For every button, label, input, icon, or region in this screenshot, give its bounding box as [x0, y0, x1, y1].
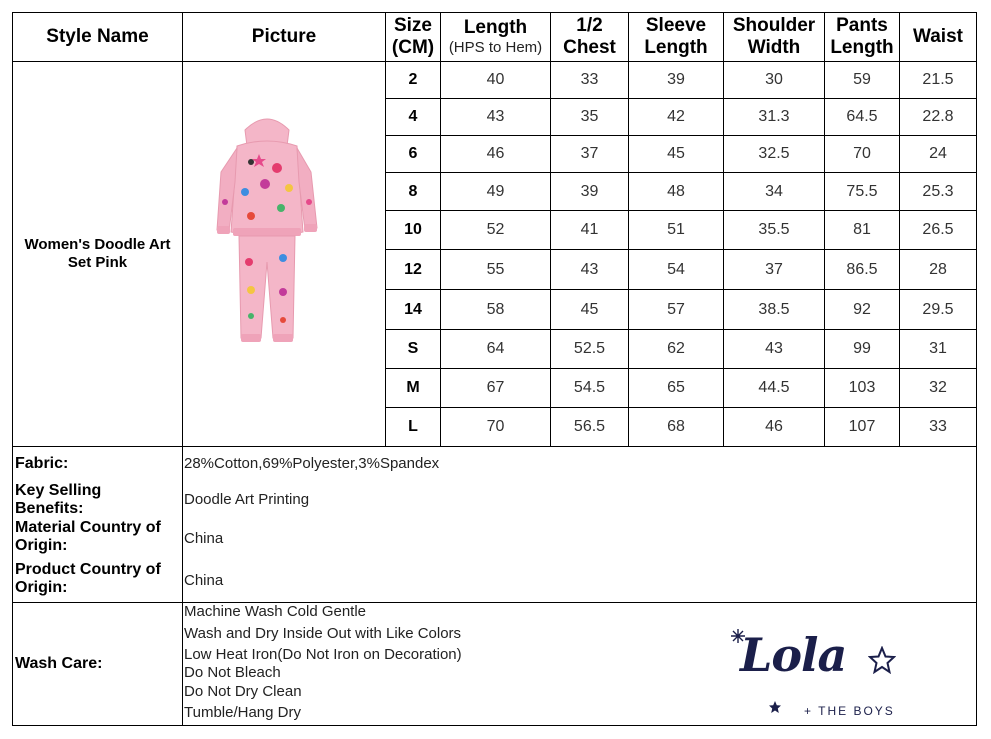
style-name-line2: Set Pink [67, 254, 128, 271]
key-selling-value: Doodle Art Printing [184, 491, 310, 508]
header-sleeve-line1: Sleeve [645, 15, 707, 36]
product-origin-value: China [184, 572, 224, 589]
header-size [385, 12, 441, 62]
header-size-line2: (CM) [391, 37, 435, 58]
wash-care-label: Wash Care: [15, 655, 103, 672]
key-selling-label-line1: Key Selling [15, 482, 102, 499]
sleeve-cell: 65 [628, 368, 724, 408]
chest-cell: 39 [550, 172, 629, 211]
sleeve-cell: 51 [628, 210, 724, 250]
chest-cell: 37 [550, 135, 629, 173]
waist-cell: 25.3 [899, 172, 977, 211]
length-cell: 55 [440, 249, 551, 290]
header-waist [899, 12, 977, 62]
size-cell: 4 [385, 98, 441, 136]
brand-logo [730, 624, 900, 716]
material-origin-label [15, 519, 161, 555]
product-origin-label-line1: Product Country of [15, 561, 161, 578]
header-style-name [12, 12, 183, 62]
size-cell: 2 [385, 61, 441, 99]
pants-cell: 103 [824, 368, 900, 408]
shoulder-cell: 43 [723, 329, 825, 369]
header-shoulder-line2: Width [747, 37, 801, 58]
length-cell: 40 [440, 61, 551, 99]
pants-cell: 99 [824, 329, 900, 369]
chest-cell: 45 [550, 289, 629, 330]
material-origin-value: China [184, 530, 224, 547]
length-cell: 64 [440, 329, 551, 369]
chest-cell: 33 [550, 61, 629, 99]
size-cell: 12 [385, 249, 441, 290]
header-sleeve [628, 12, 724, 62]
shoulder-cell: 46 [723, 407, 825, 447]
length-cell: 49 [440, 172, 551, 211]
pants-cell: 59 [824, 61, 900, 99]
chest-cell: 54.5 [550, 368, 629, 408]
header-size-line1: Size [393, 15, 433, 36]
sleeve-cell: 57 [628, 289, 724, 330]
chest-cell: 43 [550, 249, 629, 290]
shoulder-cell: 31.3 [723, 98, 825, 136]
size-cell: 14 [385, 289, 441, 330]
pink-hoodie-and-joggers-product-photo [207, 112, 327, 352]
header-sleeve-line2: Length [644, 37, 708, 58]
length-cell: 70 [440, 407, 551, 447]
style-name-cell [12, 61, 183, 447]
header-picture [182, 12, 386, 62]
shoulder-cell: 35.5 [723, 210, 825, 250]
picture-cell [182, 61, 386, 447]
waist-cell: 22.8 [899, 98, 977, 136]
header-length-subtext: (HPS to Hem) [448, 39, 543, 56]
pants-cell: 92 [824, 289, 900, 330]
chest-cell: 56.5 [550, 407, 629, 447]
sleeve-cell: 68 [628, 407, 724, 447]
header-chest [550, 12, 629, 62]
shoulder-cell: 38.5 [723, 289, 825, 330]
header-length-text: Length [463, 17, 528, 38]
product-origin-label [15, 561, 161, 597]
chest-cell: 41 [550, 210, 629, 250]
size-cell: 10 [385, 210, 441, 250]
length-cell: 58 [440, 289, 551, 330]
size-cell: L [385, 407, 441, 447]
wash-line: Wash and Dry Inside Out with Like Colors [184, 625, 462, 642]
header-picture-text: Picture [251, 26, 317, 47]
shoulder-cell: 37 [723, 249, 825, 290]
header-style-name-text: Style Name [46, 26, 149, 47]
length-cell: 43 [440, 98, 551, 136]
sleeve-cell: 45 [628, 135, 724, 173]
waist-cell: 24 [899, 135, 977, 173]
size-chart-sheet [12, 12, 977, 726]
pants-cell: 81 [824, 210, 900, 250]
shoulder-cell: 44.5 [723, 368, 825, 408]
material-origin-label-line1: Material Country of [15, 519, 161, 536]
header-length [440, 12, 551, 62]
key-selling-label-line2: Benefits: [15, 500, 84, 517]
waist-cell: 32 [899, 368, 977, 408]
star-outline-icon [868, 646, 896, 674]
pants-cell: 70 [824, 135, 900, 173]
shoulder-cell: 30 [723, 61, 825, 99]
header-shoulder [723, 12, 825, 62]
fabric-value: 28%Cotton,69%Polyester,3%Spandex [184, 455, 440, 472]
brand-logo-tagline: + THE BOYS [804, 704, 895, 718]
length-cell: 52 [440, 210, 551, 250]
material-origin-label-line2: Origin: [15, 537, 68, 554]
sleeve-cell: 39 [628, 61, 724, 99]
waist-cell: 29.5 [899, 289, 977, 330]
size-cell: S [385, 329, 441, 369]
shoulder-cell: 32.5 [723, 135, 825, 173]
pants-cell: 107 [824, 407, 900, 447]
sleeve-cell: 54 [628, 249, 724, 290]
waist-cell: 28 [899, 249, 977, 290]
sleeve-cell: 48 [628, 172, 724, 211]
size-cell: 6 [385, 135, 441, 173]
size-cell: M [385, 368, 441, 408]
pants-cell: 86.5 [824, 249, 900, 290]
length-cell: 46 [440, 135, 551, 173]
header-chest-line1: 1/2 [576, 15, 603, 36]
header-pants [824, 12, 900, 62]
header-shoulder-line1: Shoulder [732, 15, 816, 36]
waist-cell: 26.5 [899, 210, 977, 250]
sleeve-cell: 62 [628, 329, 724, 369]
waist-cell: 33 [899, 407, 977, 447]
wash-line: Tumble/Hang Dry [184, 704, 301, 721]
sleeve-cell: 42 [628, 98, 724, 136]
wash-line: Low Heat Iron(Do Not Iron on Decoration) [184, 646, 462, 663]
chest-cell: 52.5 [550, 329, 629, 369]
fabric-label: Fabric: [15, 455, 69, 472]
header-pants-line1: Pants [836, 15, 888, 36]
wash-line: Do Not Bleach [184, 664, 281, 681]
pants-cell: 75.5 [824, 172, 900, 211]
size-cell: 8 [385, 172, 441, 211]
pants-cell: 64.5 [824, 98, 900, 136]
key-selling-label [15, 482, 101, 518]
shoulder-cell: 34 [723, 172, 825, 211]
length-cell: 67 [440, 368, 551, 408]
chest-cell: 35 [550, 98, 629, 136]
brand-logo-wordmark: Lola [740, 628, 847, 682]
star-filled-icon [768, 700, 782, 714]
wash-line: Machine Wash Cold Gentle [184, 603, 367, 620]
waist-cell: 31 [899, 329, 977, 369]
wash-line: Do Not Dry Clean [184, 683, 302, 700]
header-chest-line2: Chest [563, 37, 616, 58]
header-waist-text: Waist [913, 26, 963, 47]
product-origin-label-line2: Origin: [15, 579, 68, 596]
header-pants-line2: Length [830, 37, 894, 58]
style-name-line1: Women's Doodle Art [24, 236, 171, 253]
waist-cell: 21.5 [899, 61, 977, 99]
